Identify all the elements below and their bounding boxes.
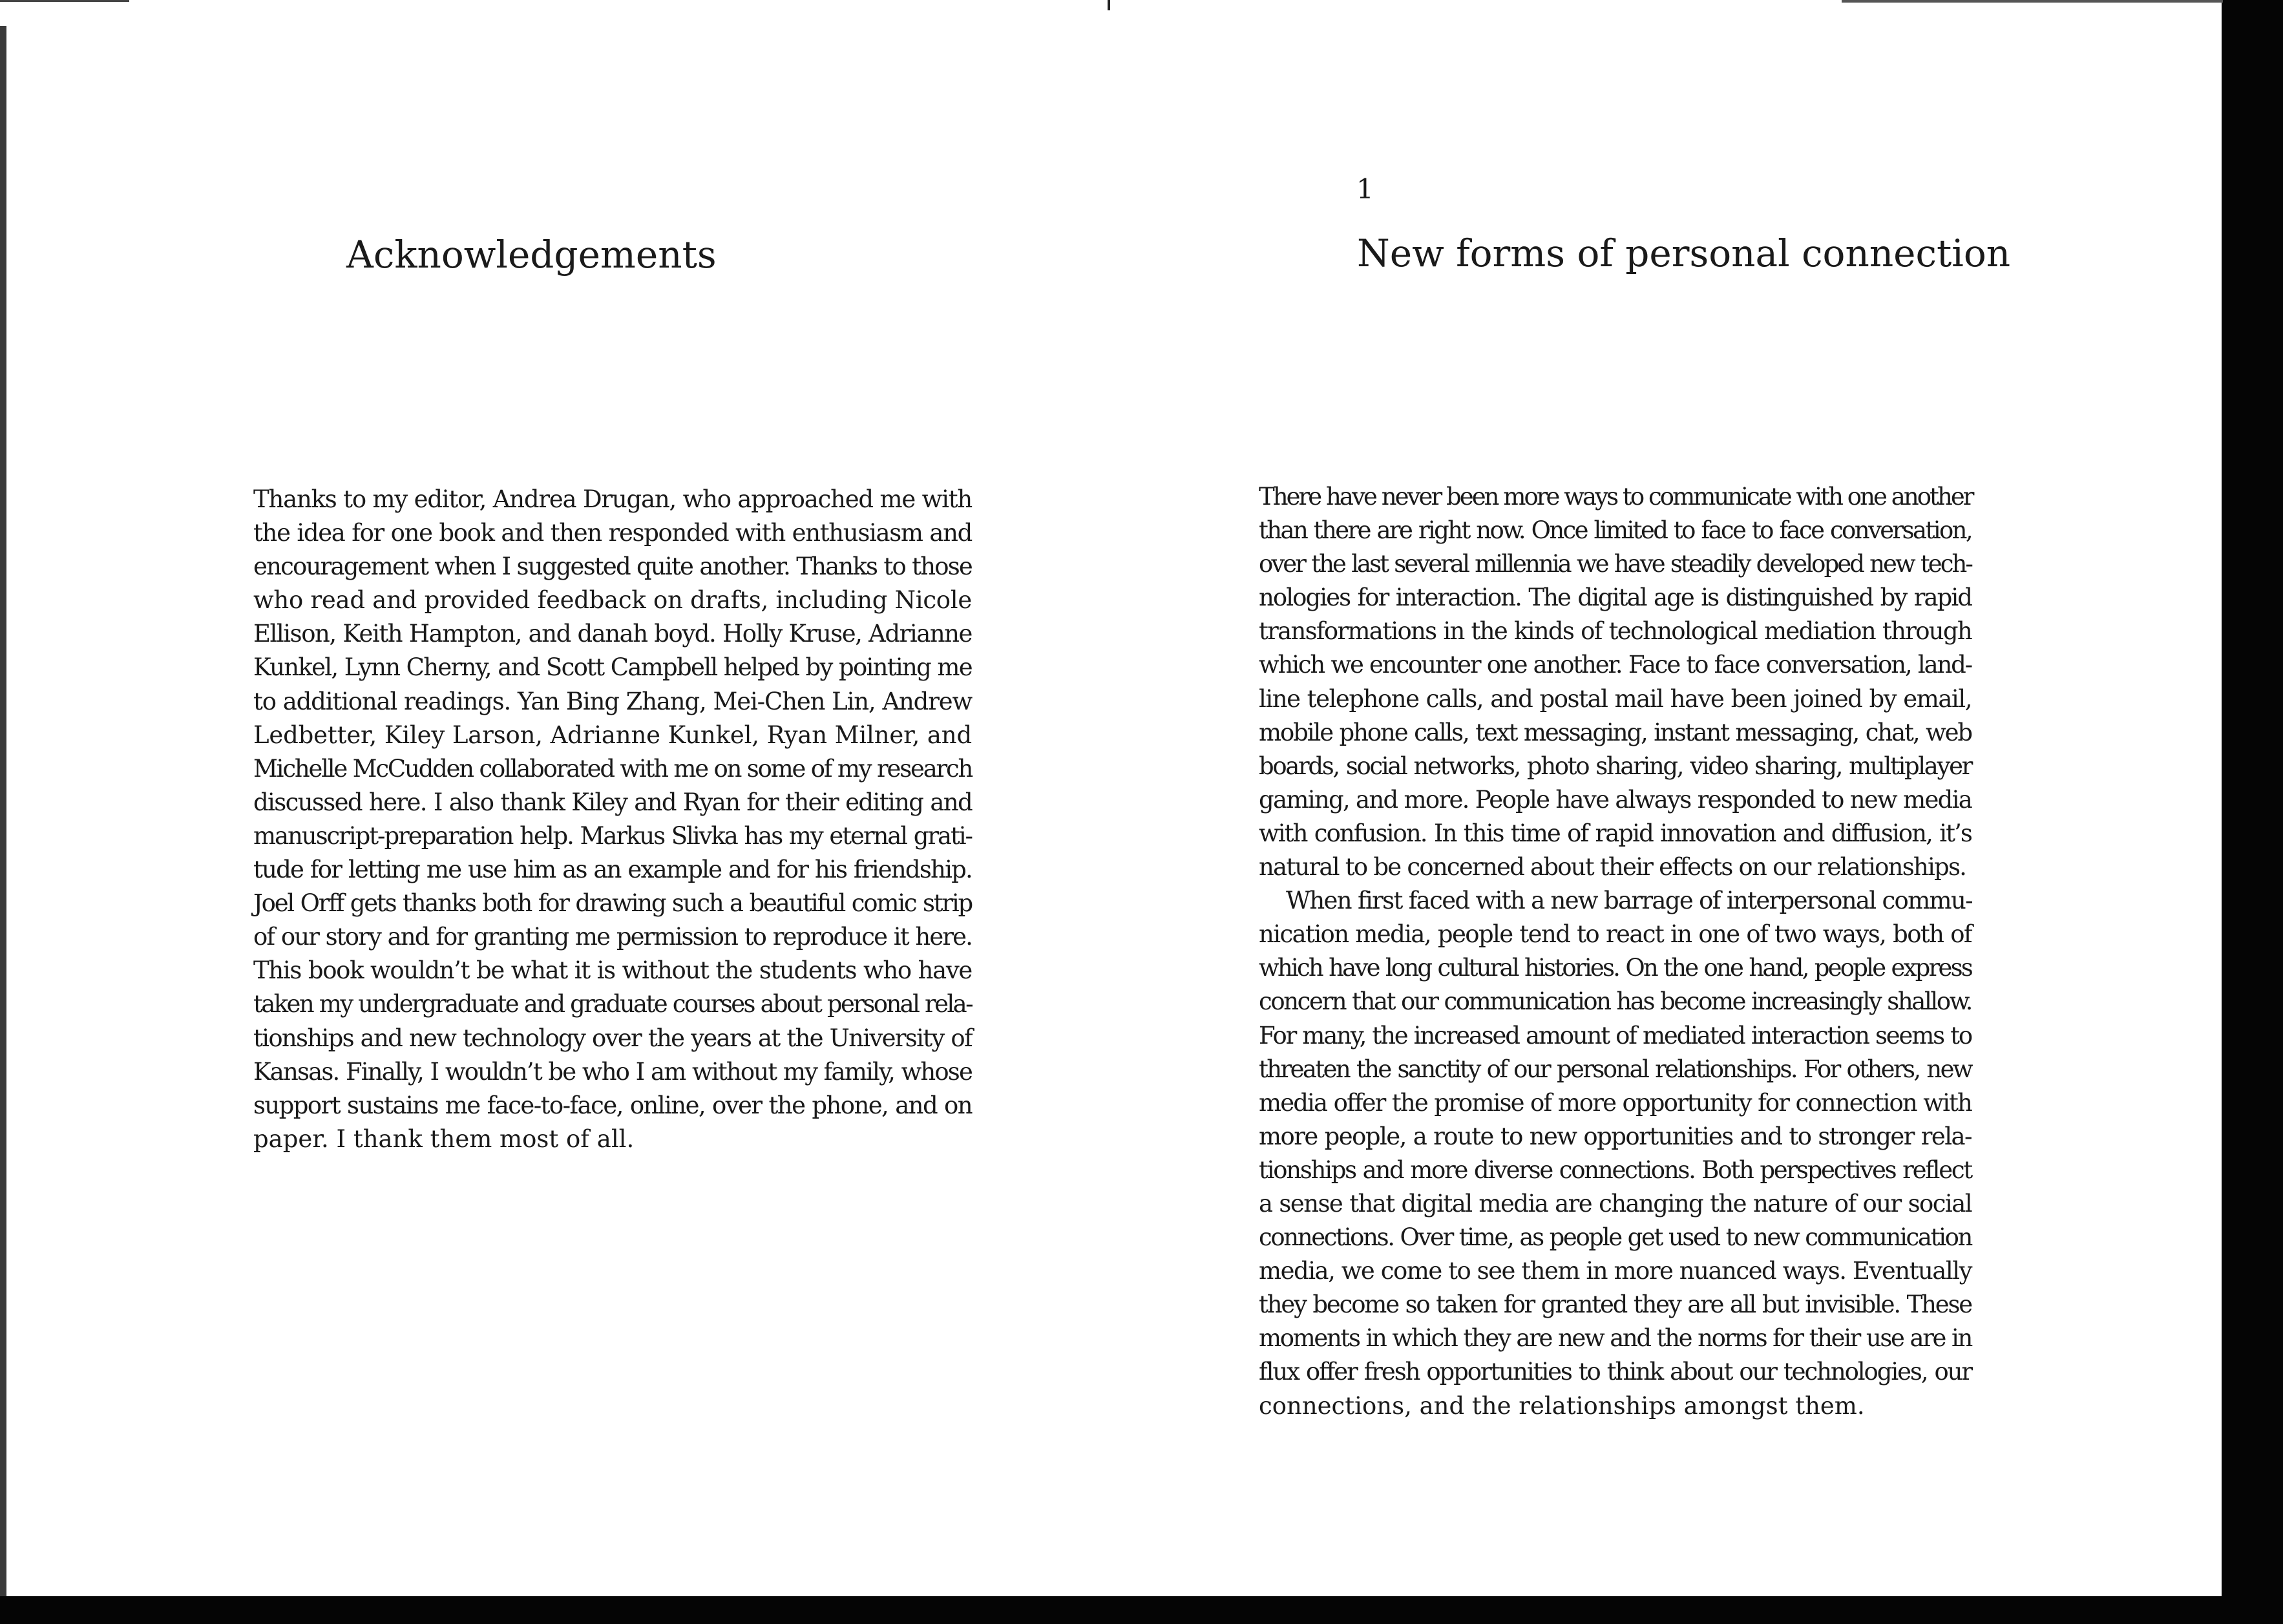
text-line: paper. I thank them most of all. [253,1124,635,1153]
gutter-tick-mark [1108,0,1110,10]
text-line: tionships and new technology over the years at the University of [253,1024,972,1052]
text-line: There have never been more ways to communicate with one another [1259,483,1973,511]
text-line: tude for letting me use him as an example and for his friendship. [253,856,972,884]
text-line: tionships and more diverse connections. Both perspectives reflect [1259,1155,1972,1184]
text-line: which we encounter one another. Face to face conversation, land- [1259,651,1972,679]
text-line: support sustains me face-to-face, online, over the phone, and on [253,1091,972,1119]
text-line: connections, and the relationships amongst them. [1259,1391,1865,1420]
text-line: Ledbetter, Kiley Larson, Adrianne Kunkel, Ryan Milner, and [253,721,972,749]
text-line: threaten the sanctity of our personal relationships. For others, new [1259,1055,1972,1083]
text-line: boards, social networks, photo sharing, video sharing, multiplayer [1259,752,1972,780]
text-line: concern that our communication has become increasingly shallow. [1259,987,1972,1016]
text-line: they become so taken for granted they are all but invisible. These [1259,1291,1972,1319]
text-line: moments in which they are new and the norms for their use are in [1259,1324,1972,1353]
text-line: a sense that digital media are changing the nature of our social [1259,1189,1972,1218]
text-line: line telephone calls, and postal mail have been joined by email, [1259,684,1972,713]
text-line: This book wouldn’t be what it is without the students who have [253,956,972,985]
scan-border-top-left [0,0,129,2]
text-line: than there are right now. Once limited to face to face conversation, [1259,516,1972,545]
text-line: media offer the promise of more opportunity for connection with [1259,1088,1972,1117]
text-line: natural to be concerned about their effects on our relationships. [1259,853,1966,881]
text-line: Joel Orff gets thanks both for drawing such a beautiful comic strip [253,889,972,918]
text-line: When first faced with a new barrage of interpersonal commu- [1286,887,1972,915]
text-line: taken my undergraduate and graduate courses about personal rela- [253,990,972,1018]
scan-border-top-right [1842,0,2223,3]
text-line: Ellison, Keith Hampton, and danah boyd. Holly Kruse, Adrianne [253,620,972,648]
text-line: Michelle McCudden collaborated with me on some of my research [253,754,973,783]
text-line: over the last several millennia we have steadily developed new tech- [1259,550,1972,578]
paragraph-1 [1259,480,1972,884]
text-line: to additional readings. Yan Bing Zhang, Mei-Chen Lin, Andrew [253,687,972,715]
chapter-body [1259,480,1972,1423]
text-line: with confusion. In this time of rapid innovation and diffusion, it’s [1259,819,1972,847]
text-line: Kansas. Finally, I wouldn’t be who I am without my family, whose [253,1057,972,1086]
text-line: For many, the increased amount of mediated interaction seems to [1259,1021,1972,1049]
text-line: flux offer fresh opportunities to think about our technologies, our [1259,1358,1972,1386]
text-line: transformations in the kinds of technological mediation through [1259,617,1972,646]
acknowledgements-body [253,483,972,1156]
text-line: the idea for one book and then responded with enthusiasm and [253,519,972,547]
text-line: discussed here. I also thank Kiley and Ryan for their editing and [253,788,972,816]
scan-border-bottom [0,1596,2283,1624]
acknowledgements-heading: Acknowledgements [346,233,717,277]
text-line: which have long cultural histories. On the one hand, people express [1259,954,1972,982]
text-line: encouragement when I suggested quite another. Thanks to those [253,553,972,581]
text-line: Kunkel, Lynn Cherny, and Scott Campbell helped by pointing me [253,653,972,682]
text-line: who read and provided feedback on drafts, including Nicole [253,586,972,615]
text-line: of our story and for granting me permission to reproduce it here. [253,923,972,951]
scan-border-left [0,26,6,1596]
chapter-title: New forms of personal connection [1357,231,2011,275]
text-line: connections. Over time, as people get used to new communication [1259,1223,1972,1252]
text-line: nication media, people tend to react in one of two ways, both of [1259,920,1972,949]
text-line: manuscript-preparation help. Markus Slivka has my eternal grati- [253,821,972,850]
chapter-number: 1 [1356,173,1374,205]
scan-border-right [2222,0,2283,1624]
text-line: media, we come to see them in more nuanced ways. Eventually [1259,1257,1972,1285]
text-line: Thanks to my editor, Andrea Drugan, who approached me with [253,485,972,513]
text-line: mobile phone calls, text messaging, instant messaging, chat, web [1259,718,1972,746]
text-line: gaming, and more. People have always responded to new media [1259,785,1972,814]
text-line: nologies for interaction. The digital age is distinguished by rapid [1259,584,1972,612]
text-line: more people, a route to new opportunities and to stronger rela- [1259,1122,1972,1150]
paragraph-2 [1259,884,1972,1423]
